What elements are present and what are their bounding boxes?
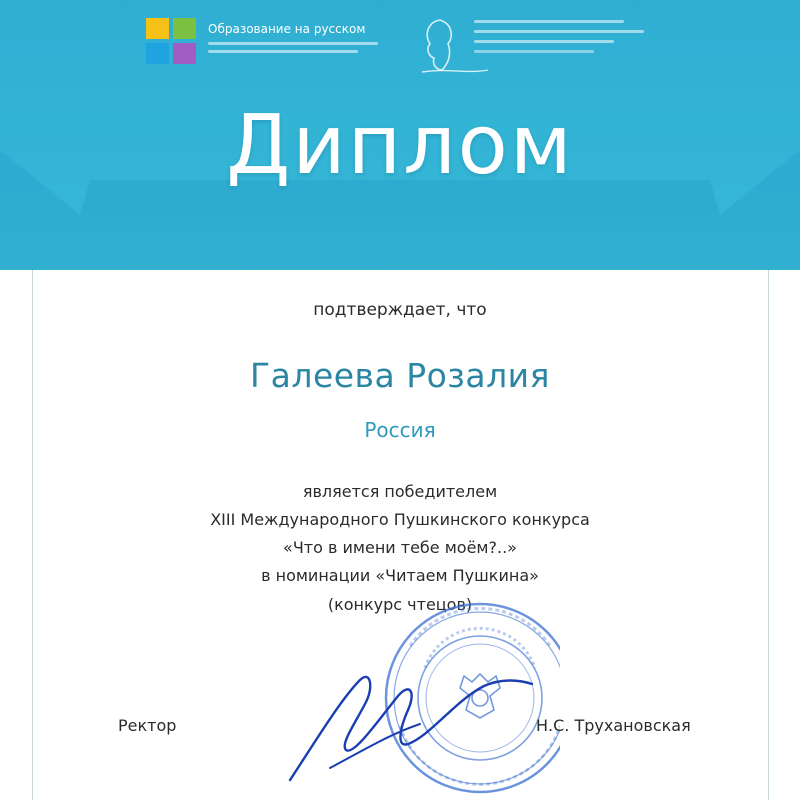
brand-name: Образование на русском [208, 22, 366, 36]
rector-label: Ректор [118, 716, 177, 735]
contest-type-line: (конкурс чтецов) [327, 595, 473, 614]
confirm-text: подтверждает, что [313, 300, 487, 320]
squares-icon [146, 18, 198, 70]
signatory-name: Н.С. Трухановская [536, 716, 691, 735]
contest-title-line: «Что в имени тебе моём?..» [283, 538, 517, 557]
contest-line: XIII Международного Пушкинского конкурса [210, 510, 590, 529]
pushkin-emblem-icon [418, 14, 658, 78]
frame-border-left [32, 270, 33, 800]
winner-line: является победителем [302, 482, 498, 501]
recipient-name: Галеева Розалия [250, 356, 550, 395]
recipient-country: Россия [364, 418, 436, 442]
nomination-line: в номинации «Читаем Пушкина» [261, 566, 539, 585]
diploma-title: Диплом [226, 98, 574, 193]
frame-border-right [768, 270, 769, 800]
brand-subtitle-blur [208, 42, 383, 62]
signature-scribble [270, 640, 550, 790]
diploma-header [0, 0, 800, 270]
